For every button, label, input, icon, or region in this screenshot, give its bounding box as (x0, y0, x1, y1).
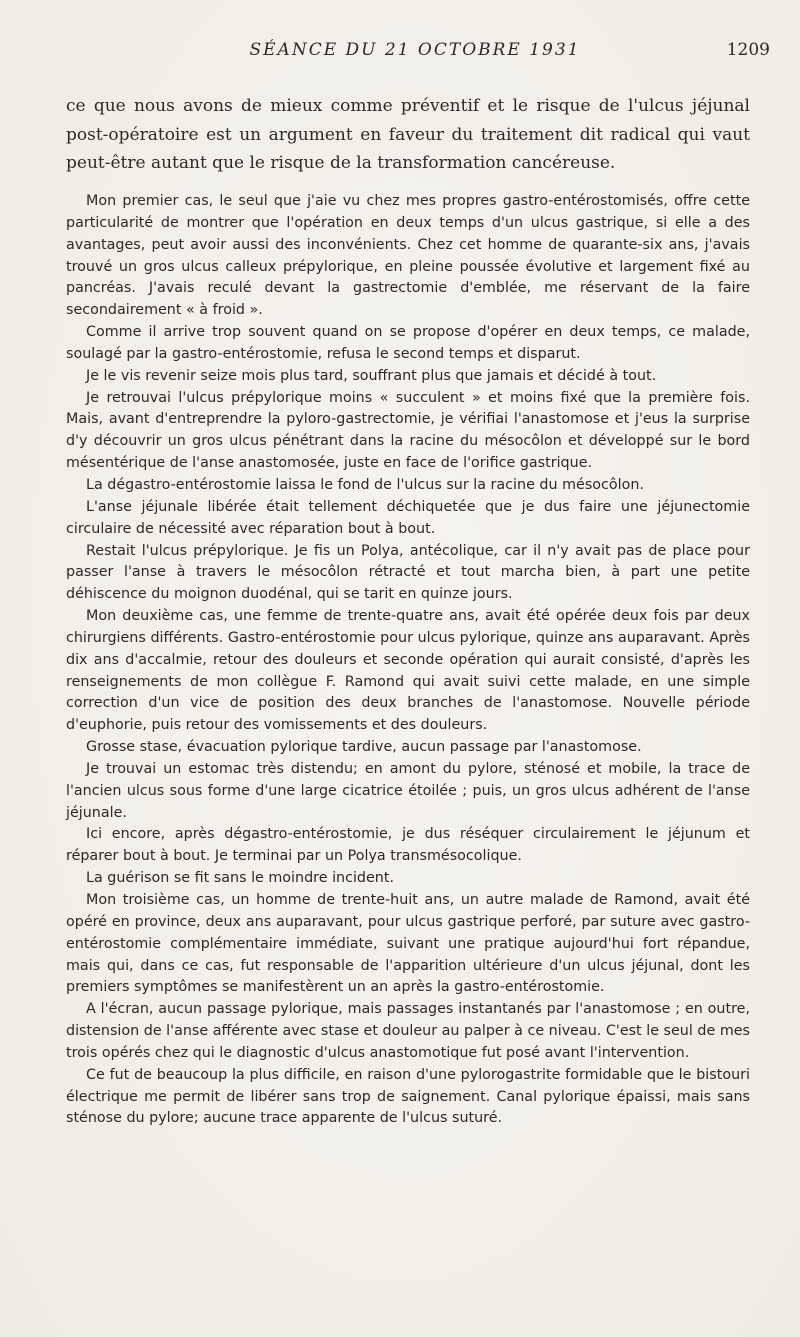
page-number: 1209 (726, 40, 770, 60)
paragraph: Mon deuxième cas, une femme de trente-quatre ans, avait été opérée deux fois par deux chirurgiens différents. Gastro-entérostomie pour ulcus pylorique, quinze ans auparavant. Après dix ans d'accalmie, retour des douleurs et seconde opération qui aurait consisté, d'après les renseignements de mon collègue F. Ramond qui avait suivi cette malade, en une simple correction d'un vice de position des deux branches de l'anastomose. Nouvelle période d'euphorie, puis retour des vomissements et des douleurs. (66, 608, 750, 734)
paragraph: L'anse jéjunale libérée était tellement déchiquetée que je dus faire une jéjunectomie circulaire de nécessité avec réparation bout à bout. (66, 498, 750, 537)
paragraph: Restait l'ulcus prépylorique. Je fis un Polya, antécolique, car il n'y avait pas de place pour passer l'anse à travers le mésocôlon rétracté et tout marcha bien, à part une petite déhiscence du moignon duodénal, qui se tarit en quinze jours. (66, 542, 750, 603)
paragraph: Grosse stase, évacuation pylorique tardive, aucun passage par l'anastomose. (86, 739, 642, 756)
running-title: SÉANCE DU 21 OCTOBRE 1931 (249, 40, 581, 60)
paragraph: Ici encore, après dégastro-entérostomie, je dus réséquer circulairement le jéjunum et réparer bout à bout. Je terminai par un Polya transmésocolique. (66, 826, 750, 865)
body-text (66, 191, 750, 1130)
paragraph: Mon premier cas, le seul que j'aie vu chez mes propres gastro-entérostomisés, offre cette particularité de montrer que l'opération en deux temps d'un ulcus gastrique, si elle a des avantages, peut avoir aussi des inconvénients. Chez cet homme de quarante-six ans, j'avais trouvé un gros ulcus calleux prépylorique, en pleine poussée évolutive et largement fixé au pancréas. J'avais reculé devant la gastrectomie d'emblée, me réservant de la faire secondairement « à froid ». (66, 193, 750, 319)
paragraph: Je trouvai un estomac très distendu; en amont du pylore, sténosé et mobile, la trace de l'ancien ulcus sous forme d'une large cicatrice étoilée ; puis, un gros ulcus adhérent de l'anse jéjunale. (66, 760, 750, 821)
lead-paragraph: ce que nous avons de mieux comme préventif et le risque de l'ulcus jéjunal post-opératoire est un argument en faveur du traitement dit radical qui vaut peut-être autant que le risque de la transformation cancéreuse. (66, 96, 750, 173)
paragraph: La guérison se fit sans le moindre incident. (86, 870, 395, 887)
paragraph: Ce fut de beaucoup la plus difficile, en raison d'une pylorogastrite formidable que le bistouri électrique me permit de libérer sans trop de saignement. Canal pylorique épaissi, mais sans sténose du pylore; aucune trace apparente de l'ulcus suturé. (66, 1066, 750, 1127)
paragraph: A l'écran, aucun passage pylorique, mais passages instantanés par l'anastomose ; en outre, distension de l'anse afférente avec stase et douleur au palper à ce niveau. C'est le seul de mes trois opérés chez qui le diagnostic d'ulcus anastomotique fut posé avant l'intervention. (66, 1001, 750, 1061)
paragraph: Je retrouvai l'ulcus prépylorique moins « succulent » et moins fixé que la première fois. Mais, avant d'entreprendre la pyloro-gastrectomie, je vérifiai l'anastomose et j'eus la surprise d'y découvrir un gros ulcus pénétrant dans la racine du mésocôlon et développé sur le bord mésentérique de l'anse anastomosée, juste en face de l'orifice gastrique. (66, 389, 750, 472)
paragraph: La dégastro-entérostomie laissa le fond de l'ulcus sur la racine du mésocôlon. (86, 476, 644, 493)
paragraph: Mon troisième cas, un homme de trente-huit ans, un autre malade de Ramond, avait été opéré en province, deux ans auparavant, pour ulcus gastrique perforé, par suture avec gastro-entérostomie complémentaire immédiate, suivant une pratique aujourd'hui fort répandue, mais qui, dans ce cas, fut responsable de l'apparition ultérieure d'un ulcus jéjunal, dont les premiers symptômes se manifestèrent un an après la gastro-entérostomie. (66, 892, 750, 996)
paragraph: Comme il arrive trop souvent quand on se propose d'opérer en deux temps, ce malade, soulagé par la gastro-entérostomie, refusa le second temps et disparut. (66, 324, 750, 362)
paragraph: Je le vis revenir seize mois plus tard, souffrant plus que jamais et décidé à tout. (86, 367, 657, 384)
page-header (60, 40, 770, 68)
